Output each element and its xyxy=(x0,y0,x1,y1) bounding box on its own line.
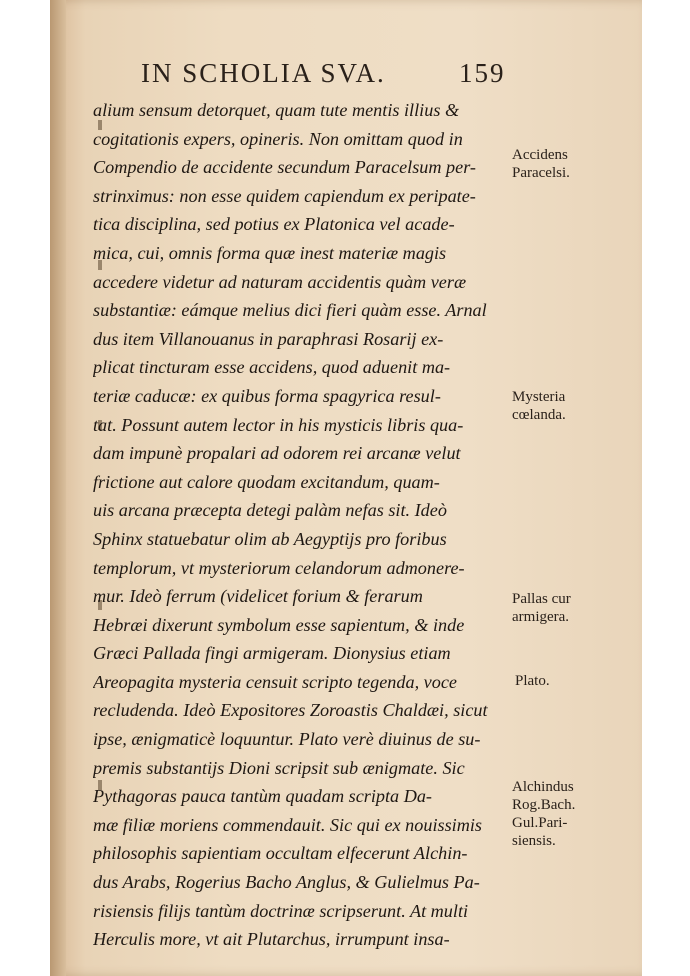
text-line: Græci Pallada fingi armigeram. Dionysius etiam xyxy=(93,643,451,664)
margin-note-alchindus xyxy=(512,778,575,850)
text-line: recludenda. Ideò Expositores Zoroastis Chaldæi, sicut xyxy=(93,700,488,721)
text-line: uis arcana præcepta detegi palàm nefas sit. Ideò xyxy=(93,500,447,521)
margin-note-plato xyxy=(515,672,550,690)
text-line: dam impunè propalari ad odorem rei arcanæ velut xyxy=(93,443,461,464)
page-number: 159 xyxy=(459,58,506,88)
margin-note-accidens xyxy=(512,146,570,182)
margin-note-line: Accidens xyxy=(512,147,568,163)
text-line: templorum, vt mysteriorum celandorum admonere- xyxy=(93,557,465,578)
margin-note-line: Alchindus xyxy=(512,779,574,795)
margin-note-line: Rog.Bach. xyxy=(512,797,576,813)
text-line: Areopagita mysteria censuit scripto tegenda, voce xyxy=(93,671,457,692)
text-line: mur. Ideò ferrum (videlicet forium & ferarum xyxy=(93,586,423,607)
margin-note-mysteria xyxy=(512,388,566,424)
text-line: tica disciplina, sed potius ex Platonica vel acade- xyxy=(93,214,455,235)
margin-note-pallas xyxy=(512,590,571,626)
text-line: mæ filiæ moriens commendauit. Sic qui ex nouissimis xyxy=(93,814,482,835)
text-line: plicat tincturam esse accidens, quod aduenit ma- xyxy=(93,357,451,378)
text-line: strinximus: non esse quidem capiendum ex peripate- xyxy=(93,185,476,206)
margin-note-line: siensis. xyxy=(512,833,556,849)
text-line: frictione aut calore quodam excitandum, quam- xyxy=(93,471,440,492)
text-line: alium sensum detorquet, quam tute mentis illius & xyxy=(93,100,460,120)
text-line: Herculis more, vt ait Plutarchus, irrumpunt insa- xyxy=(93,929,450,950)
body-text xyxy=(93,96,508,954)
text-line: teriæ caducæ: ex quibus forma spagyrica resul- xyxy=(93,385,441,406)
text-line: premis substantijs Dioni scripsit sub ænigmate. Sic xyxy=(93,757,465,778)
text-line: Pythagoras pauca tantùm quadam scripta Da- xyxy=(93,786,432,807)
running-header xyxy=(141,58,521,94)
text-line: cogitationis expers, opineris. Non omittam quod in xyxy=(93,128,463,149)
page-gutter xyxy=(50,0,66,976)
margin-note-line: Mysteria xyxy=(512,389,566,405)
text-line: accedere videtur ad naturam accidentis quàm veræ xyxy=(93,271,467,292)
text-line: Hebræi dixerunt symbolum esse sapientum, & inde xyxy=(93,614,465,635)
text-line: philosophis sapientiam occultam elfecerunt Alchin- xyxy=(93,843,468,864)
running-title: IN SCHOLIA SVA. xyxy=(141,58,386,88)
text-line: Compendio de accidente secundum Paracelsum per- xyxy=(93,157,476,178)
text-line: dus item Villanouanus in paraphrasi Rosarij ex- xyxy=(93,328,444,349)
text-line: tat. Possunt autem lector in his mysticis libris qua- xyxy=(93,414,464,435)
text-line: Sphinx statuebatur olim ab Aegyptijs pro foribus xyxy=(93,528,447,549)
text-line: dus Arabs, Rogerius Bacho Anglus, & Gulielmus Pa- xyxy=(93,872,480,893)
text-line: substantiæ: eámque melius dici fieri quàm esse. Arnal xyxy=(93,300,487,321)
margin-note-line: Gul.Pari- xyxy=(512,815,568,831)
margin-note-line: cœlanda. xyxy=(512,407,566,423)
text-line: mica, cui, omnis forma quæ inest materiæ magis xyxy=(93,242,447,263)
text-line: risiensis filijs tantùm doctrinæ scripserunt. At multi xyxy=(93,900,469,921)
margin-note-line: armigera. xyxy=(512,609,570,625)
margin-note-line: Plato. xyxy=(515,673,550,689)
margin-note-line: Pallas cur xyxy=(512,591,571,607)
margin-note-line: Paracelsi. xyxy=(512,165,570,181)
text-line: ipse, ænigmaticè loquuntur. Plato verè diuinus de su- xyxy=(93,729,481,750)
